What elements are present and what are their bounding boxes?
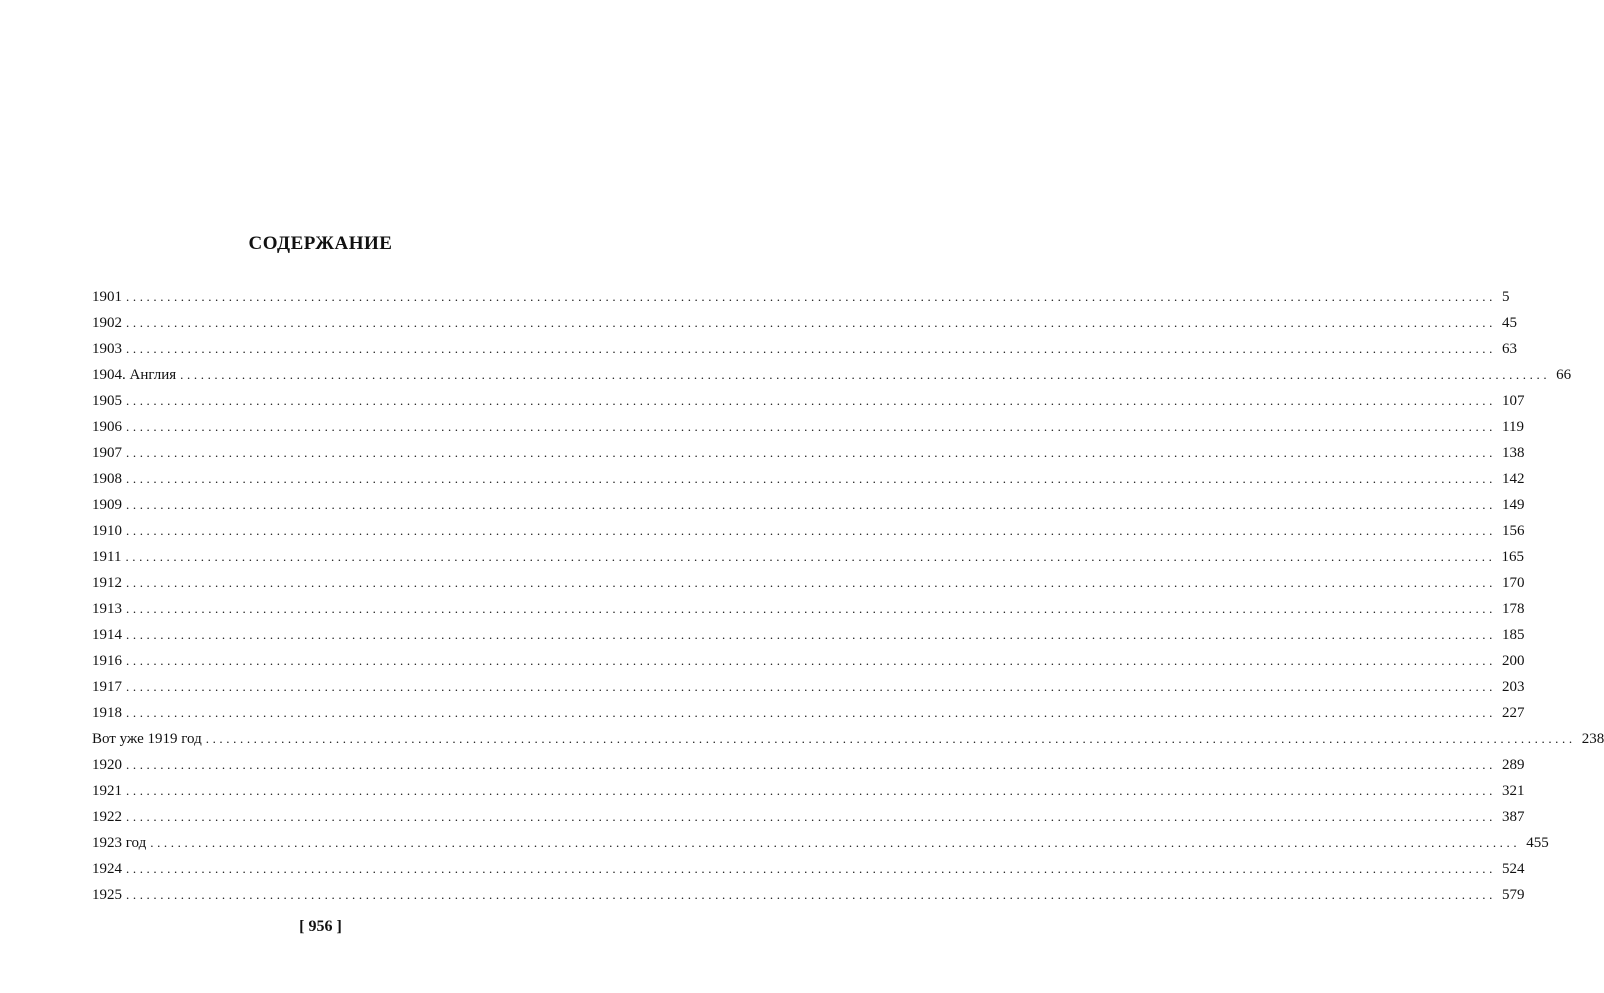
- toc-entry-label: 1911: [92, 549, 122, 565]
- dot-leader: ........................................................................................................................................................................................................: [126, 289, 1496, 304]
- toc-entry-label: 1923 год: [92, 835, 147, 851]
- toc-entry-label: 1907: [92, 445, 122, 461]
- toc-entry-page: 200: [1502, 653, 1525, 669]
- dot-leader: ........................................................................................................................................................................................................: [126, 809, 1496, 824]
- toc-entry-label: 1922: [92, 809, 122, 825]
- dot-leader: ........................................................................................................................................................................................................: [126, 887, 1496, 902]
- dot-leader: ........................................................................................................................................................................................................: [126, 679, 1496, 694]
- toc-entry-page: 63: [1502, 341, 1517, 357]
- dot-leader: ........................................................................................................................................................................................................: [150, 835, 1521, 850]
- table-of-contents: [92, 284, 1604, 908]
- toc-entry-page: 455: [1526, 835, 1549, 851]
- toc-entry-page: 66: [1556, 367, 1572, 383]
- toc-entry: [92, 440, 1525, 466]
- dot-leader: ........................................................................................................................................................................................................: [126, 575, 1496, 590]
- page-title: СОДЕРЖАНИЕ: [248, 233, 393, 254]
- toc-entry: [92, 648, 1525, 674]
- dot-leader: ........................................................................................................................................................................................................: [126, 783, 1496, 798]
- toc-entry: [92, 362, 1572, 388]
- dot-leader: ........................................................................................................................................................................................................: [126, 653, 1496, 668]
- toc-entry: [92, 804, 1525, 830]
- dot-leader: ........................................................................................................................................................................................................: [126, 705, 1496, 720]
- toc-entry-page: 142: [1502, 471, 1525, 487]
- toc-entry-label: 1916: [92, 653, 122, 669]
- toc-entry: [92, 882, 1525, 908]
- dot-leader: ........................................................................................................................................................................................................: [126, 445, 1496, 460]
- toc-entry: [92, 466, 1525, 492]
- toc-entry: [92, 596, 1525, 622]
- toc-entry-page: 138: [1502, 445, 1525, 461]
- toc-entry: [92, 388, 1525, 414]
- toc-entry-page: 178: [1502, 601, 1525, 617]
- toc-entry: [92, 544, 1524, 570]
- toc-entry-label: 1912: [92, 575, 122, 591]
- toc-entry-label: 1924: [92, 861, 122, 877]
- toc-entry-page: 107: [1502, 393, 1525, 409]
- toc-entry-page: 149: [1502, 497, 1525, 513]
- toc-entry-page: 524: [1502, 861, 1525, 877]
- toc-entry-page: 45: [1502, 315, 1517, 331]
- toc-entry: [92, 700, 1525, 726]
- dot-leader: ........................................................................................................................................................................................................: [180, 367, 1551, 382]
- toc-entry-page: 579: [1502, 887, 1525, 903]
- toc-entry-label: 1905: [92, 393, 122, 409]
- toc-entry-page: 289: [1502, 757, 1525, 773]
- toc-entry-label: 1909: [92, 497, 122, 513]
- toc-entry-label: 1902: [92, 315, 122, 331]
- toc-entry-page: 185: [1502, 627, 1525, 643]
- toc-entry: [92, 778, 1525, 804]
- toc-entry-label: 1925: [92, 887, 122, 903]
- toc-entry-page: 227: [1502, 705, 1525, 721]
- toc-entry-page: 156: [1502, 523, 1525, 539]
- dot-leader: ........................................................................................................................................................................................................: [126, 627, 1496, 642]
- toc-entry-label: 1908: [92, 471, 122, 487]
- dot-leader: ........................................................................................................................................................................................................: [126, 419, 1496, 434]
- dot-leader: ........................................................................................................................................................................................................: [126, 523, 1496, 538]
- toc-entry-page: 5: [1502, 289, 1510, 305]
- toc-entry: [92, 726, 1604, 752]
- toc-entry-label: 1917: [92, 679, 122, 695]
- toc-entry: [92, 414, 1524, 440]
- dot-leader: ........................................................................................................................................................................................................: [126, 497, 1496, 512]
- toc-entry: [92, 518, 1525, 544]
- toc-entry: [92, 830, 1549, 856]
- toc-entry-label: 1921: [92, 783, 122, 799]
- dot-leader: ........................................................................................................................................................................................................: [205, 731, 1576, 746]
- toc-entry: [92, 752, 1525, 778]
- toc-entry-page: 119: [1502, 419, 1524, 435]
- toc-entry: [92, 336, 1517, 362]
- toc-entry-label: 1904. Англия: [92, 367, 177, 383]
- toc-entry-page: 238: [1581, 731, 1604, 747]
- toc-entry-page: 203: [1502, 679, 1525, 695]
- toc-entry: [92, 570, 1525, 596]
- toc-entry-label: 1906: [92, 419, 122, 435]
- toc-entry: [92, 622, 1525, 648]
- dot-leader: ........................................................................................................................................................................................................: [126, 471, 1496, 486]
- dot-leader: ........................................................................................................................................................................................................: [126, 861, 1496, 876]
- toc-entry-page: 170: [1502, 575, 1525, 591]
- toc-entry-label: 1901: [92, 289, 122, 305]
- toc-entry-label: 1914: [92, 627, 122, 643]
- toc-entry: [92, 674, 1525, 700]
- page-number: [ 956 ]: [299, 918, 342, 935]
- dot-leader: ........................................................................................................................................................................................................: [126, 341, 1496, 356]
- toc-entry-page: 321: [1502, 783, 1525, 799]
- toc-entry-label: 1903: [92, 341, 122, 357]
- toc-entry: [92, 310, 1517, 336]
- toc-entry-page: 387: [1502, 809, 1525, 825]
- dot-leader: ........................................................................................................................................................................................................: [126, 393, 1496, 408]
- toc-entry-label: Вот уже 1919 год: [92, 731, 202, 747]
- dot-leader: ........................................................................................................................................................................................................: [126, 315, 1496, 330]
- toc-entry-label: 1918: [92, 705, 122, 721]
- toc-entry: [92, 856, 1525, 882]
- toc-entry-label: 1910: [92, 523, 122, 539]
- toc-entry: [92, 492, 1525, 518]
- dot-leader: ........................................................................................................................................................................................................: [126, 757, 1496, 772]
- toc-entry-page: 165: [1501, 549, 1524, 565]
- dot-leader: ........................................................................................................................................................................................................: [125, 549, 1496, 564]
- toc-entry-label: 1920: [92, 757, 122, 773]
- toc-entry-label: 1913: [92, 601, 122, 617]
- dot-leader: ........................................................................................................................................................................................................: [126, 601, 1496, 616]
- toc-entry: [92, 284, 1510, 310]
